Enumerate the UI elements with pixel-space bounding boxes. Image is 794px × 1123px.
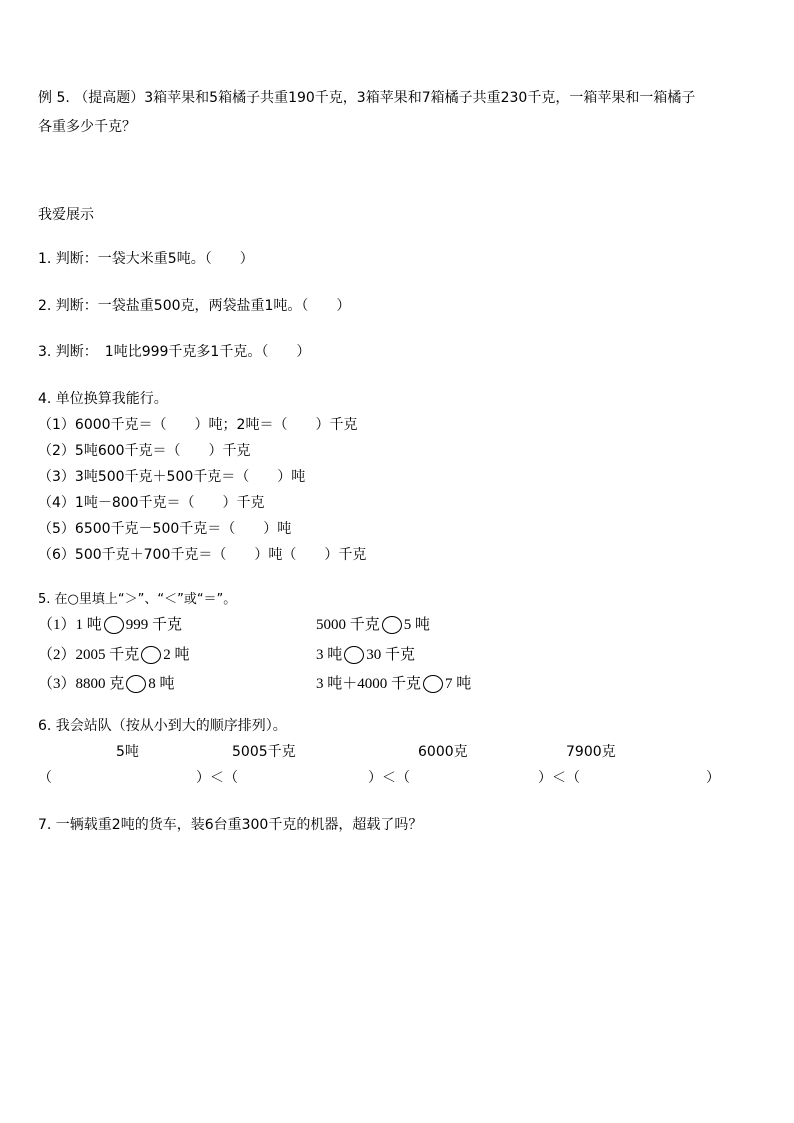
compare-circle[interactable]	[382, 616, 402, 634]
q4-item-1: （1）6000千克＝（ ）吨；2吨＝（ ）千克	[38, 417, 358, 433]
q6-blank-sep-2[interactable]: ）＜（	[368, 770, 410, 786]
q6-blank-sep-1[interactable]: ）＜（	[196, 770, 238, 786]
question-4-title: 4. 单位换算我能行。	[38, 391, 168, 407]
q4-item-5: （5）6500千克－500千克＝（ ）吨	[38, 521, 292, 537]
question-5-title: 5. 在○里填上“＞”、“＜”或“＝”。	[38, 592, 237, 607]
q6-value-4: 7900克	[566, 744, 616, 760]
question-7: 7. 一辆载重2吨的货车，装6台重300千克的机器，超载了吗？	[38, 817, 423, 833]
q5-left-2: （2）2005 千克 2 吨	[38, 647, 190, 663]
q5-right-2: 3 吨 30 千克	[316, 647, 416, 663]
compare-circle[interactable]	[344, 646, 364, 664]
q4-item-2: （2）5吨600千克＝（ ）千克	[38, 443, 251, 459]
question-2: 2. 判断：一袋盐重500克，两袋盐重1吨。（ ）	[38, 298, 351, 314]
compare-circle[interactable]	[423, 675, 443, 693]
q5-left-3: （3）8800 克 8 吨	[38, 676, 175, 692]
section-title: 我爱展示	[38, 207, 94, 223]
compare-circle[interactable]	[104, 616, 124, 634]
q6-blank-sep-3[interactable]: ）＜（	[538, 770, 580, 786]
example-line-2: 各重多少千克？	[38, 119, 136, 135]
q5-left-1: （1）1 吨 999 千克	[38, 617, 183, 633]
question-3: 3. 判断： 1吨比999千克多1千克。（ ）	[38, 344, 311, 360]
q4-item-6: （6）500千克＋700千克＝（ ）吨（ ）千克	[38, 547, 367, 563]
q6-blank-start[interactable]: （	[38, 770, 52, 786]
compare-circle[interactable]	[141, 646, 161, 664]
example-line-1: 例 5. （提高题）3箱苹果和5箱橘子共重190千克，3箱苹果和7箱橘子共重230千克，一箱苹果和一箱橘子	[38, 90, 696, 106]
q6-blank-end[interactable]: ）	[706, 770, 720, 786]
q5-right-3: 3 吨＋4000 千克 7 吨	[316, 676, 472, 692]
q4-item-3: （3）3吨500千克＋500千克＝（ ）吨	[38, 469, 306, 485]
compare-circle[interactable]	[126, 675, 146, 693]
q5-right-1: 5000 千克 5 吨	[316, 617, 431, 633]
question-1: 1. 判断：一袋大米重5吨。（ ）	[38, 251, 254, 267]
q4-item-4: （4）1吨－800千克＝（ ）千克	[38, 495, 265, 511]
q6-value-2: 5005千克	[232, 744, 296, 760]
question-6-title: 6. 我会站队（按从小到大的顺序排列）。	[38, 718, 287, 734]
q6-value-3: 6000克	[418, 744, 468, 760]
q6-value-1: 5吨	[116, 744, 139, 760]
